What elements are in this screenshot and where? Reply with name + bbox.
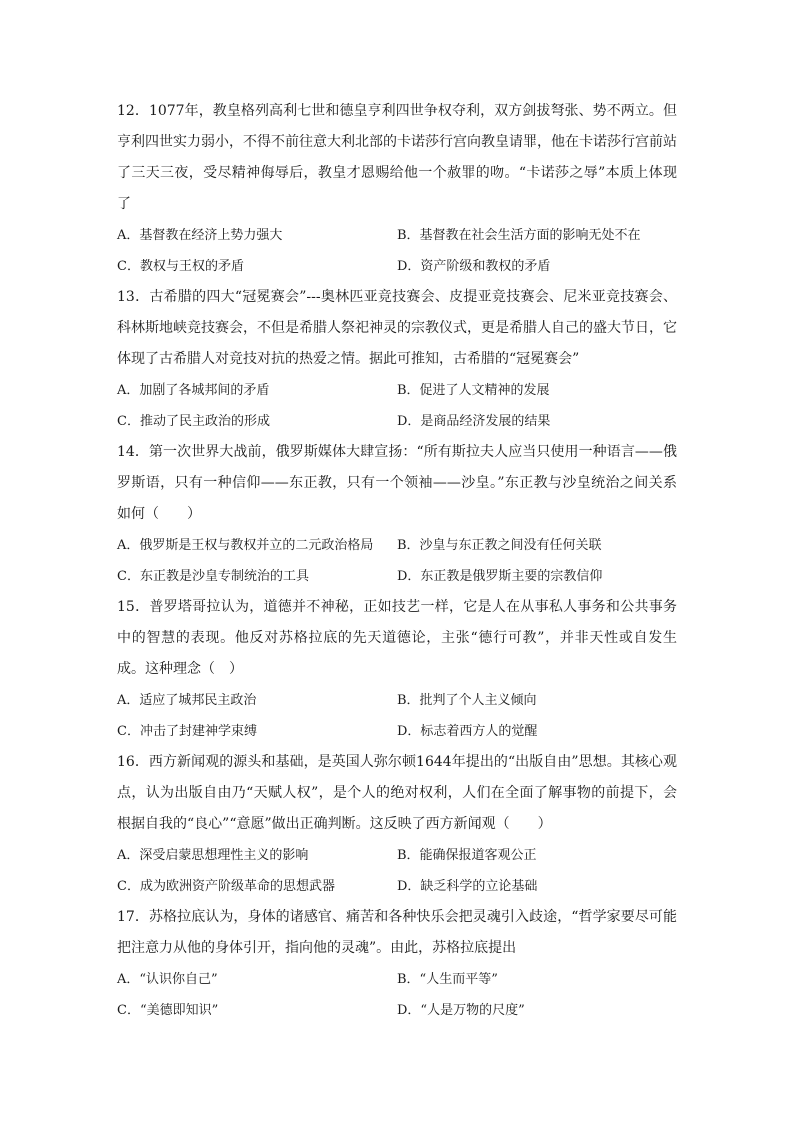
- option-c: C．东正教是沙皇专制统治的工具: [117, 569, 309, 584]
- question-stem: 15．普罗塔哥拉认为，道德并不神秘，正如技艺一样，它是人在从事私人事务和公共事务中的智慧的表现。他反对苏格拉底的先天道德论，主张“德行可教”，并非天性或自发生成。这种理念（ ）: [117, 599, 677, 677]
- question-17: [117, 902, 677, 1026]
- options-grid: [117, 964, 677, 1026]
- question-stem: 16．西方新闻观的源头和基础，是英国人弥尔顿1644年提出的“出版自由”思想。其核心观点，认为出版自由乃“天赋人权”，是个人的绝对权利，人们在全面了解事物的前提下，会根据自我的“良心”“意愿”做出正确判断。这反映了西方新闻观（ ）: [117, 754, 677, 832]
- question-stem: 12．1077年，教皇格列高利七世和德皇亨利四世争权夺利，双方剑拔弩张、势不两立。但亨利四世实力弱小，不得不前往意大利北部的卡诺莎行宫向教皇请罪，他在卡诺莎行宫前站了三天三夜，受尽精神侮辱后，教皇才恩赐给他一个赦罪的吻。“卡诺莎之辱”本质上体现了: [117, 103, 677, 212]
- option-a: A．俄罗斯是王权与教权并立的二元政治格局: [117, 538, 374, 553]
- option-d: D．“人是万物的尺度”: [397, 1003, 525, 1018]
- option-a: A．深受启蒙思想理性主义的影响: [117, 848, 309, 863]
- option-a: A．基督教在经济上势力强大: [117, 228, 283, 243]
- exam-page: [117, 96, 677, 1026]
- option-c: C．成为欧洲资产阶级革命的思想武器: [117, 879, 335, 894]
- option-d: D．资产阶级和教权的矛盾: [397, 259, 551, 274]
- option-d: D．东正教是俄罗斯主要的宗教信仰: [397, 569, 603, 584]
- option-d: D．缺乏科学的立论基础: [397, 879, 538, 894]
- option-b: B．沙皇与东正教之间没有任何关联: [397, 538, 602, 553]
- option-a: A．加剧了各城邦间的矛盾: [117, 383, 270, 398]
- question-12: [117, 96, 677, 282]
- option-d: D．是商品经济发展的结果: [397, 414, 551, 429]
- question-15: [117, 592, 677, 747]
- option-a: A．“认识你自己”: [117, 972, 218, 987]
- option-b: B．批判了个人主义倾向: [397, 693, 537, 708]
- option-b: B．能确保报道客观公正: [397, 848, 537, 863]
- question-stem: 17．苏格拉底认为，身体的诸感官、痛苦和各种快乐会把灵魂引入歧途，“哲学家要尽可能把注意力从他的身体引开，指向他的灵魂”。由此，苏格拉底提出: [117, 909, 677, 956]
- options-grid: [117, 530, 677, 592]
- option-c: C．冲击了封建神学束缚: [117, 724, 257, 739]
- options-grid: [117, 220, 677, 282]
- options-grid: [117, 840, 677, 902]
- option-a: A．适应了城邦民主政治: [117, 693, 257, 708]
- option-b: B．促进了人文精神的发展: [397, 383, 550, 398]
- question-stem: 13．古希腊的四大“冠冕赛会”---奥林匹亚竞技赛会、皮提亚竞技赛会、尼米亚竞技赛会、科林斯地峡竞技赛会，不但是希腊人祭祀神灵的宗教仪式，更是希腊人自己的盛大节日，它体现了古希腊人对竞技对抗的热爱之情。据此可推知，古希腊的“冠冕赛会”: [117, 289, 677, 367]
- option-b: B．基督教在社会生活方面的影响无处不在: [397, 228, 641, 243]
- question-stem: 14．第一次世界大战前，俄罗斯媒体大肆宣扬：“所有斯拉夫人应当只使用一种语言——俄罗斯语，只有一种信仰——东正教，只有一个领袖——沙皇。”东正教与沙皇统治之间关系如何（ ）: [117, 444, 677, 522]
- option-d: D．标志着西方人的觉醒: [397, 724, 538, 739]
- options-grid: [117, 685, 677, 747]
- options-grid: [117, 375, 677, 437]
- option-c: C．推动了民主政治的形成: [117, 414, 270, 429]
- option-c: C．教权与王权的矛盾: [117, 259, 244, 274]
- question-16: [117, 747, 677, 902]
- question-14: [117, 437, 677, 592]
- option-c: C．“美德即知识”: [117, 1003, 219, 1018]
- option-b: B．“人生而平等”: [397, 972, 498, 987]
- question-13: [117, 282, 677, 437]
